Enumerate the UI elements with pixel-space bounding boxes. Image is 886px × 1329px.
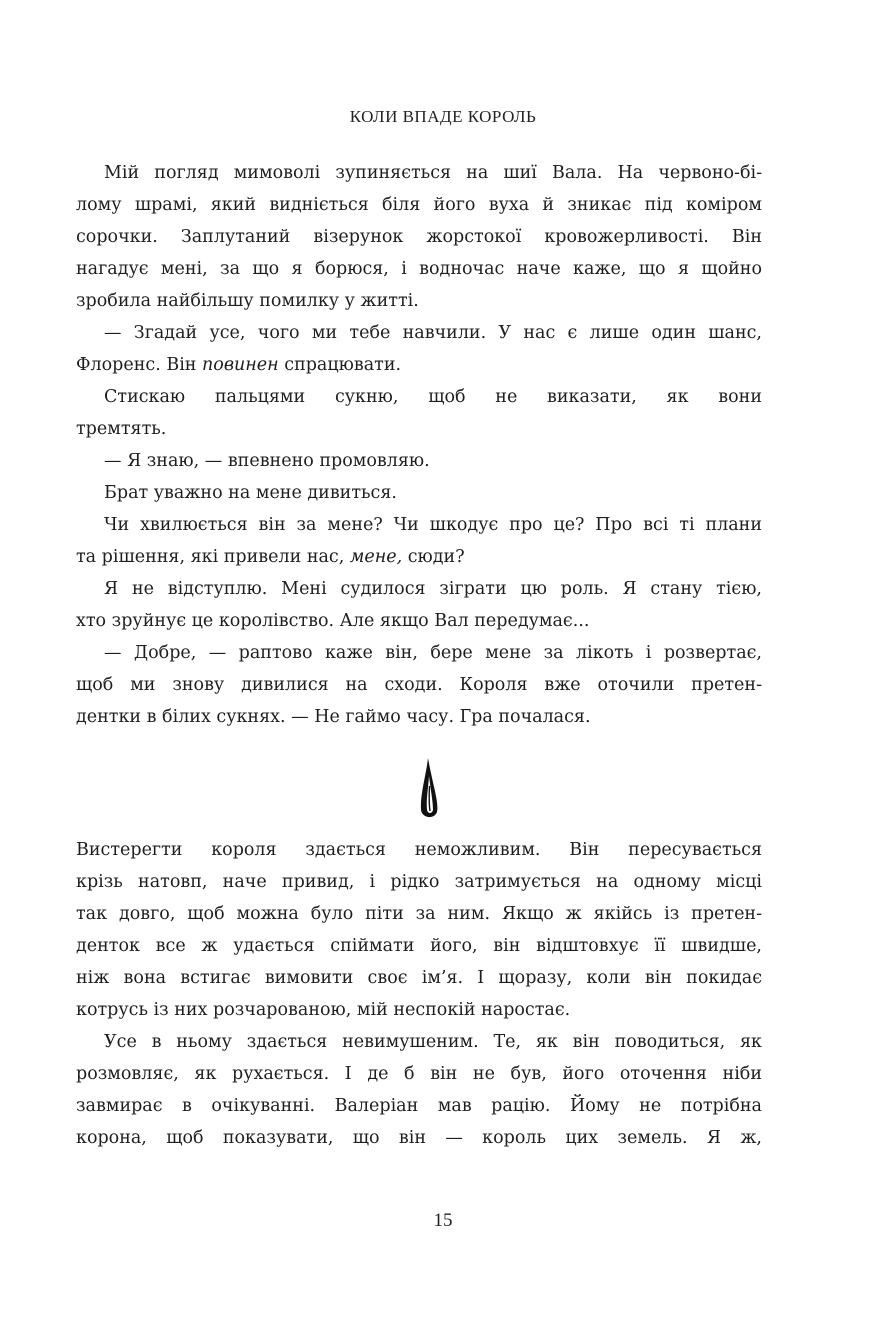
text-line [76,1090,762,1122]
text-line [76,701,762,733]
text-span: зробила найбільшу помилку у житті. [76,291,419,311]
text-span: дентки в білих сукнях. — Не гаймо часу. Гра почалася. [76,707,591,727]
paragraph [76,157,762,317]
paragraph [76,317,762,381]
text-line [76,445,762,477]
text-span: — Добре, — раптово каже він, бере мене за лікоть і розвертає, [104,643,762,663]
text-span: Стискаю пальцями сукню, щоб не виказати, як вони [104,387,762,407]
paragraph [76,573,762,637]
text-span: та рішення, які привели нас, [76,547,350,567]
text-line [76,866,762,898]
text-span: сорочки. Заплутаний візерунок жорстокої кровожерливості. Він [76,227,762,247]
text-span: ніж вона встигає вимовити своє ім’я. І щоразу, коли він покидає [76,968,762,988]
text-line [76,157,762,189]
text-span: завмирає в очікуванні. Валеріан мав рацію. Йому не потрібна [76,1096,762,1116]
paragraph [76,445,762,477]
text-span: корона, щоб показувати, що він — король цих земель. Я ж, [76,1128,762,1148]
text-line [76,605,762,637]
text-line [76,994,762,1026]
text-line [76,930,762,962]
text-line [76,834,762,866]
text-line [76,637,762,669]
text-span: котрусь із них розчарованою, мій неспокій наростає. [76,1000,571,1020]
text-span: крізь натовп, наче привид, і рідко затримується на одному місці [76,872,762,892]
text-line [76,285,762,317]
text-line [76,317,762,349]
text-span: Вистерегти короля здається неможливим. Він пересувається [76,840,762,860]
text-span: — Я знаю, — впевнено промовляю. [104,451,430,471]
text-span: нагадує мені, за що я борюся, і водночас наче каже, що я щойно [76,259,762,279]
text-line [76,221,762,253]
text-line [76,541,762,573]
text-span: Чи хвилюється він за мене? Чи шкодує про це? Про всі ті плани [104,515,762,535]
text-line [76,962,762,994]
text-span: Усе в ньому здається невимушеним. Те, як він поводиться, як [104,1032,762,1052]
italic-text: мене, [349,547,403,567]
text-line [76,413,762,445]
text-span: тремтять. [76,419,167,439]
text-span: щоб ми знову дивилися на сходи. Короля вже оточили претен- [76,675,762,695]
text-span: Я не відступлю. Мені судилося зіграти цю роль. Я стану тією, [104,579,762,599]
paragraph [76,637,762,733]
text-line [76,349,762,381]
text-span: так довго, щоб можна було піти за ним. Якщо ж якійсь із претен- [76,904,762,924]
running-header: КОЛИ ВПАДЕ КОРОЛЬ [349,107,537,126]
text-span: — Згадай усе, чого ми тебе навчили. У нас є лише один шанс, [104,323,762,343]
text-span: денток все ж удається спіймати його, він відштовхує її швидше, [76,936,762,956]
paragraph [76,381,762,445]
italic-text: повинен [202,355,279,375]
page-number: 15 [433,1210,453,1231]
text-line [76,381,762,413]
text-span: сюди? [402,547,465,567]
paragraph [76,477,762,509]
text-span: лому шрамі, який видніється біля його вуха й зникає під коміром [76,195,762,215]
text-block-before-break [76,157,762,733]
text-span: розмовляє, як рухається. І де б він не був, його оточення ніби [76,1064,762,1084]
text-line [76,1058,762,1090]
text-line [76,1122,762,1154]
text-span: Флоренс. Він [76,355,203,375]
text-span: Мій погляд мимоволі зупиняється на шиї Вала. На червоно-бі- [104,163,762,183]
paragraph [76,1026,762,1154]
paragraph [76,834,762,1026]
text-line [76,189,762,221]
text-line [76,477,762,509]
text-line [76,898,762,930]
text-span: Брат уважно на мене дивиться. [104,483,397,503]
text-line [76,573,762,605]
text-block-after-break [76,834,762,1154]
paragraph [76,509,762,573]
text-line [76,1026,762,1058]
text-span: спрацювати. [278,355,402,375]
text-line [76,253,762,285]
text-span: хто зруйнує це королівство. Але якщо Вал передумає... [76,611,590,631]
text-line [76,669,762,701]
flame-ornament-icon [418,756,442,822]
text-line [76,509,762,541]
